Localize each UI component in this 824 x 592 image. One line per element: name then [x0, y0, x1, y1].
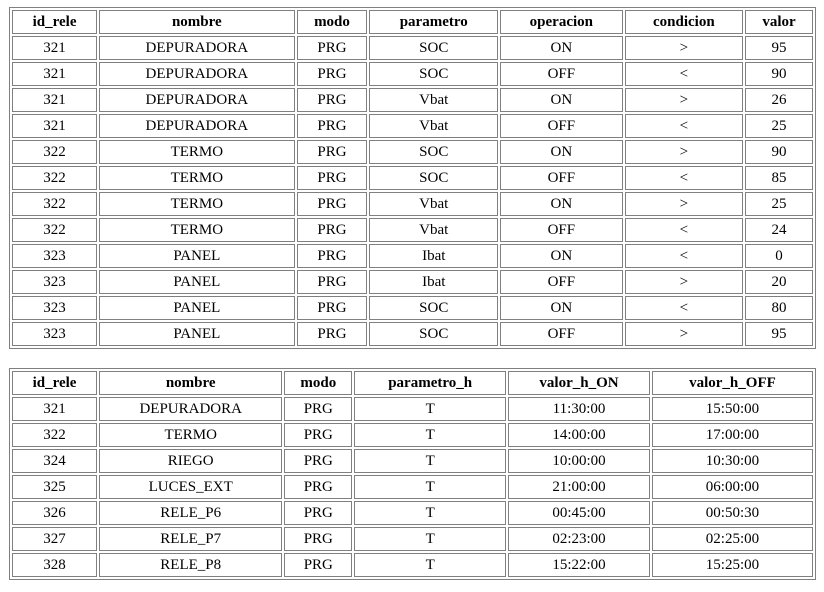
table-cell: 322: [12, 218, 97, 242]
table-cell: 90: [745, 62, 813, 86]
table-cell: ON: [500, 36, 623, 60]
table-cell: OFF: [500, 114, 623, 138]
column-header: modo: [284, 371, 352, 395]
table-cell: T: [354, 501, 506, 525]
table-row: [12, 553, 813, 577]
table-cell: 10:00:00: [508, 449, 650, 473]
table-cell: 95: [745, 322, 813, 346]
table-cell: ON: [500, 140, 623, 164]
table-cell: 14:00:00: [508, 423, 650, 447]
table-cell: RELE_P7: [99, 527, 282, 551]
table-cell: 325: [12, 475, 97, 499]
table-cell: PRG: [297, 322, 368, 346]
table-cell: <: [625, 166, 744, 190]
table-cell: 321: [12, 114, 97, 138]
table-row: [12, 475, 813, 499]
table-cell: 95: [745, 36, 813, 60]
table-cell: DEPURADORA: [99, 62, 294, 86]
table-cell: ON: [500, 192, 623, 216]
table-cell: PRG: [284, 527, 352, 551]
column-header: valor: [745, 10, 813, 34]
table-cell: SOC: [369, 166, 498, 190]
table-cell: >: [625, 88, 744, 112]
table-cell: PRG: [284, 423, 352, 447]
table-cell: >: [625, 36, 744, 60]
table-cell: 17:00:00: [652, 423, 813, 447]
table-cell: PRG: [284, 501, 352, 525]
table-row: [12, 501, 813, 525]
table-cell: 85: [745, 166, 813, 190]
table-cell: RELE_P6: [99, 501, 282, 525]
column-header: parametro: [369, 10, 498, 34]
table-cell: 321: [12, 62, 97, 86]
table-cell: T: [354, 449, 506, 473]
table-cell: >: [625, 140, 744, 164]
table-cell: 25: [745, 192, 813, 216]
table-cell: Ibat: [369, 244, 498, 268]
table-cell: T: [354, 527, 506, 551]
table-cell: 26: [745, 88, 813, 112]
table-cell: 20: [745, 270, 813, 294]
table-row: [12, 397, 813, 421]
table-cell: ON: [500, 296, 623, 320]
table-cell: Ibat: [369, 270, 498, 294]
table-cell: ON: [500, 88, 623, 112]
table-cell: Vbat: [369, 218, 498, 242]
table-cell: 326: [12, 501, 97, 525]
table-cell: 21:00:00: [508, 475, 650, 499]
table-cell: Vbat: [369, 114, 498, 138]
column-header: parametro_h: [354, 371, 506, 395]
rules-table: [9, 7, 816, 349]
table-cell: 321: [12, 88, 97, 112]
table-cell: T: [354, 397, 506, 421]
table-cell: PRG: [297, 36, 368, 60]
table-cell: T: [354, 475, 506, 499]
table-cell: OFF: [500, 322, 623, 346]
table-cell: >: [625, 270, 744, 294]
table-row: [12, 36, 813, 60]
table-cell: PRG: [297, 114, 368, 138]
column-header: id_rele: [12, 10, 97, 34]
table-cell: LUCES_EXT: [99, 475, 282, 499]
table-cell: DEPURADORA: [99, 114, 294, 138]
table-row: [12, 140, 813, 164]
table-cell: SOC: [369, 322, 498, 346]
table-cell: PRG: [297, 88, 368, 112]
table-cell: 323: [12, 322, 97, 346]
table-cell: OFF: [500, 166, 623, 190]
table-row: [12, 423, 813, 447]
table-row: [12, 296, 813, 320]
table-cell: 00:45:00: [508, 501, 650, 525]
table-cell: 322: [12, 192, 97, 216]
table-cell: 322: [12, 166, 97, 190]
table-cell: 0: [745, 244, 813, 268]
table-cell: TERMO: [99, 218, 294, 242]
table-cell: SOC: [369, 62, 498, 86]
table-cell: RIEGO: [99, 449, 282, 473]
table-cell: OFF: [500, 218, 623, 242]
table-cell: PANEL: [99, 322, 294, 346]
table-row: [12, 322, 813, 346]
table-cell: 00:50:30: [652, 501, 813, 525]
table-cell: SOC: [369, 140, 498, 164]
table-row: [12, 192, 813, 216]
column-header: modo: [297, 10, 368, 34]
table-cell: DEPURADORA: [99, 88, 294, 112]
table-cell: PRG: [284, 553, 352, 577]
table-cell: PRG: [297, 166, 368, 190]
column-header: valor_h_OFF: [652, 371, 813, 395]
table-row: [12, 114, 813, 138]
table-cell: OFF: [500, 270, 623, 294]
column-header: nombre: [99, 10, 294, 34]
table-cell: <: [625, 62, 744, 86]
table-cell: 323: [12, 244, 97, 268]
table-cell: PRG: [297, 270, 368, 294]
table-cell: SOC: [369, 296, 498, 320]
rules-body: [12, 36, 813, 346]
table-cell: 327: [12, 527, 97, 551]
table-cell: PRG: [297, 244, 368, 268]
table-cell: 15:50:00: [652, 397, 813, 421]
table-cell: TERMO: [99, 140, 294, 164]
table-cell: PRG: [284, 397, 352, 421]
table-cell: <: [625, 244, 744, 268]
table-cell: PRG: [297, 296, 368, 320]
table-cell: 24: [745, 218, 813, 242]
table-cell: TERMO: [99, 423, 282, 447]
table-cell: 15:25:00: [652, 553, 813, 577]
table-cell: DEPURADORA: [99, 397, 282, 421]
table-cell: <: [625, 296, 744, 320]
table-cell: PRG: [284, 475, 352, 499]
table-cell: 02:23:00: [508, 527, 650, 551]
table-cell: PRG: [297, 140, 368, 164]
column-header: condicion: [625, 10, 744, 34]
table-cell: 02:25:00: [652, 527, 813, 551]
table-row: [12, 88, 813, 112]
table-cell: 06:00:00: [652, 475, 813, 499]
table-cell: 323: [12, 270, 97, 294]
table-cell: >: [625, 322, 744, 346]
table-row: [12, 166, 813, 190]
column-header: valor_h_ON: [508, 371, 650, 395]
table-row: [12, 527, 813, 551]
table-cell: 10:30:00: [652, 449, 813, 473]
column-header: id_rele: [12, 371, 97, 395]
table-row: [12, 270, 813, 294]
table-cell: 11:30:00: [508, 397, 650, 421]
table-cell: 80: [745, 296, 813, 320]
column-header: nombre: [99, 371, 282, 395]
table-row: [12, 62, 813, 86]
schedule-body: [12, 397, 813, 577]
table-cell: 321: [12, 36, 97, 60]
table-cell: 25: [745, 114, 813, 138]
table-cell: <: [625, 114, 744, 138]
table-cell: 328: [12, 553, 97, 577]
table-cell: Vbat: [369, 192, 498, 216]
table-cell: 322: [12, 423, 97, 447]
table-cell: DEPURADORA: [99, 36, 294, 60]
table-cell: SOC: [369, 36, 498, 60]
table-cell: 90: [745, 140, 813, 164]
table-cell: TERMO: [99, 166, 294, 190]
table-cell: 324: [12, 449, 97, 473]
table-cell: TERMO: [99, 192, 294, 216]
table-cell: T: [354, 553, 506, 577]
table-cell: OFF: [500, 62, 623, 86]
column-header: operacion: [500, 10, 623, 34]
table-row: [12, 218, 813, 242]
table-cell: <: [625, 218, 744, 242]
table-row: [12, 449, 813, 473]
table-cell: 15:22:00: [508, 553, 650, 577]
table-cell: PRG: [297, 62, 368, 86]
table-cell: PANEL: [99, 244, 294, 268]
table-cell: PRG: [297, 192, 368, 216]
table-cell: PRG: [297, 218, 368, 242]
schedule-table: [9, 368, 816, 580]
table-cell: 323: [12, 296, 97, 320]
table-cell: T: [354, 423, 506, 447]
table-cell: 321: [12, 397, 97, 421]
table-cell: PRG: [284, 449, 352, 473]
schedule-header-row: [12, 371, 813, 395]
table-cell: >: [625, 192, 744, 216]
table-row: [12, 244, 813, 268]
table-cell: RELE_P8: [99, 553, 282, 577]
table-cell: PANEL: [99, 270, 294, 294]
table-cell: Vbat: [369, 88, 498, 112]
rules-header-row: [12, 10, 813, 34]
table-cell: ON: [500, 244, 623, 268]
table-cell: 322: [12, 140, 97, 164]
table-cell: PANEL: [99, 296, 294, 320]
